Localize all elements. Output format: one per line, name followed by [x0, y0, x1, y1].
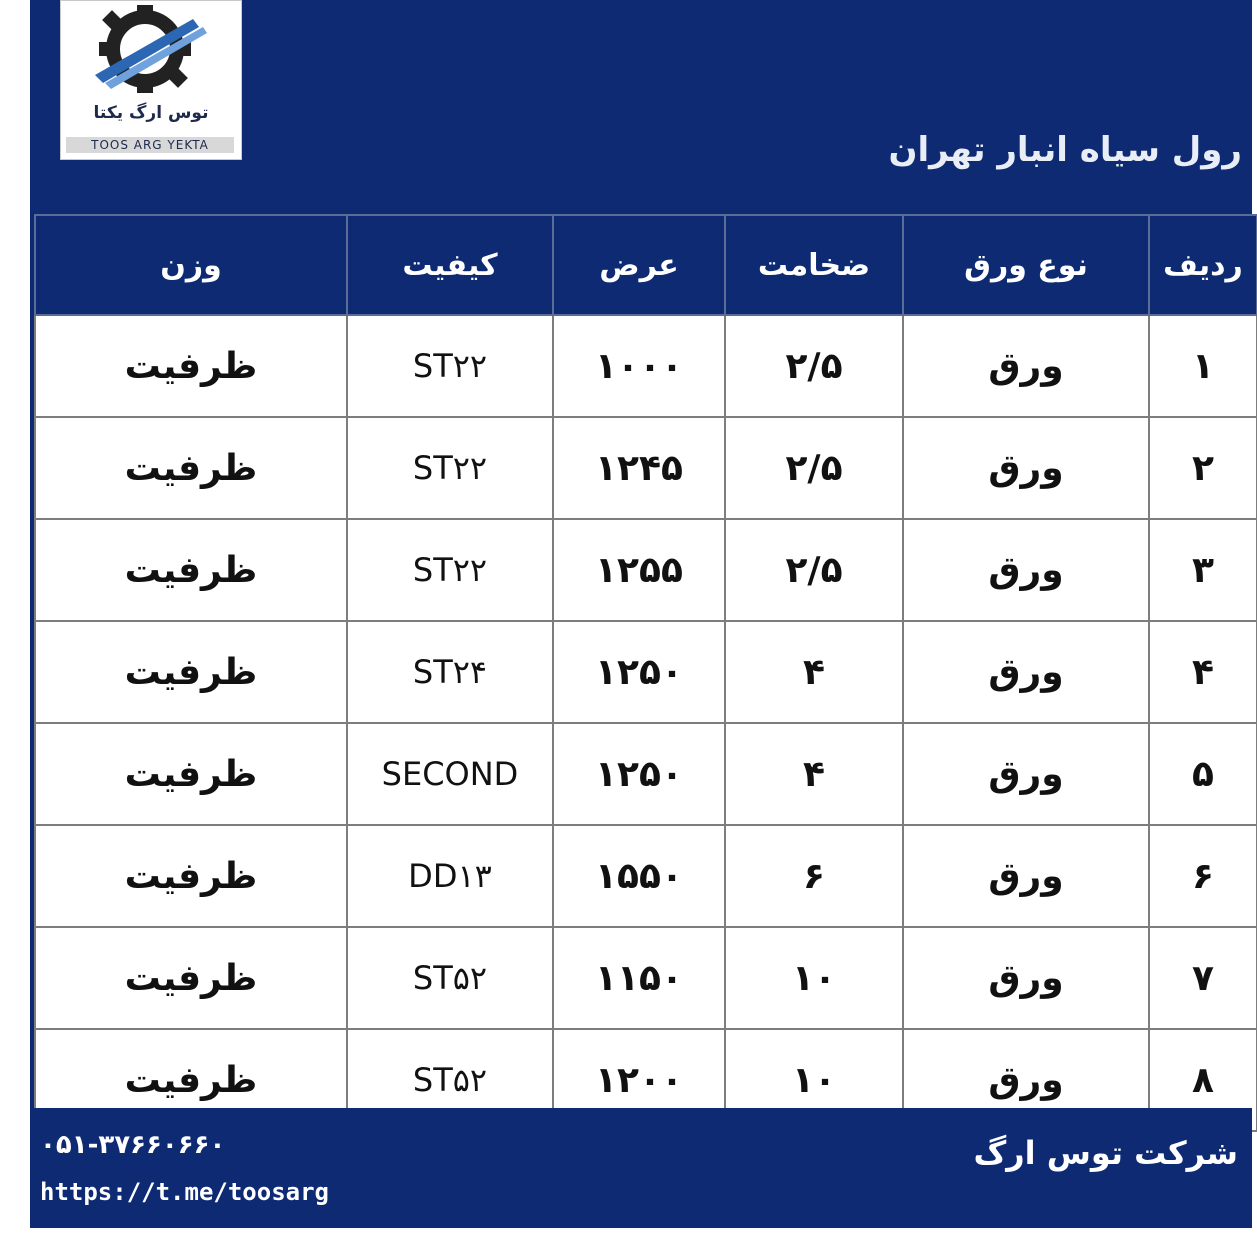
cell-index: ۶ [1149, 825, 1257, 927]
company-name: شرکت توس ارگ [973, 1134, 1238, 1172]
cell-thickness: ۲/۵ [725, 315, 903, 417]
cell-thickness: ۴ [725, 723, 903, 825]
cell-weight: ظرفیت [35, 927, 347, 1029]
telegram-link[interactable]: https://t.me/toosarg [40, 1178, 329, 1206]
gear-icon [75, 5, 225, 101]
cell-weight: ظرفیت [35, 315, 347, 417]
cell-weight: ظرفیت [35, 723, 347, 825]
column-header-type: نوع ورق [903, 215, 1149, 315]
cell-index: ۳ [1149, 519, 1257, 621]
column-header-thickness: ضخامت [725, 215, 903, 315]
cell-thickness: ۱۰ [725, 927, 903, 1029]
cell-type: ورق [903, 927, 1149, 1029]
price-sheet [30, 0, 1252, 1228]
cell-weight: ظرفیت [35, 621, 347, 723]
table-row [35, 825, 1257, 927]
cell-type: ورق [903, 825, 1149, 927]
table-row [35, 417, 1257, 519]
cell-thickness: ۱۰ [725, 1029, 903, 1131]
column-header-quality: کیفیت [347, 215, 553, 315]
cell-width: ۱۲۵۵ [553, 519, 725, 621]
cell-type: ورق [903, 1029, 1149, 1131]
cell-index: ۵ [1149, 723, 1257, 825]
cell-weight: ظرفیت [35, 1029, 347, 1131]
cell-weight: ظرفیت [35, 825, 347, 927]
cell-index: ۱ [1149, 315, 1257, 417]
cell-index: ۴ [1149, 621, 1257, 723]
cell-width: ۱۲۵۰ [553, 621, 725, 723]
cell-quality: DD۱۳ [347, 825, 553, 927]
cell-quality: ST۵۲ [347, 927, 553, 1029]
table-row [35, 723, 1257, 825]
cell-width: ۱۰۰۰ [553, 315, 725, 417]
cell-thickness: ۲/۵ [725, 417, 903, 519]
cell-quality: ST۲۲ [347, 315, 553, 417]
cell-weight: ظرفیت [35, 417, 347, 519]
header-banner [30, 0, 1252, 212]
cell-index: ۷ [1149, 927, 1257, 1029]
table-header-row [35, 215, 1257, 315]
phone-number: ۰۵۱-۳۷۶۶۰۶۶۰ [40, 1130, 226, 1160]
table-row [35, 621, 1257, 723]
column-header-width: عرض [553, 215, 725, 315]
cell-weight: ظرفیت [35, 519, 347, 621]
table-row [35, 315, 1257, 417]
cell-width: ۱۵۵۰ [553, 825, 725, 927]
table-row [35, 927, 1257, 1029]
cell-width: ۱۲۰۰ [553, 1029, 725, 1131]
cell-width: ۱۲۵۰ [553, 723, 725, 825]
page-title: رول سیاه انبار تهران [888, 130, 1242, 170]
footer-banner [30, 1108, 1252, 1228]
cell-type: ورق [903, 519, 1149, 621]
cell-type: ورق [903, 621, 1149, 723]
cell-thickness: ۲/۵ [725, 519, 903, 621]
cell-quality: ST۲۴ [347, 621, 553, 723]
company-logo [60, 0, 242, 160]
logo-text-fa: توس ارگ یکتا [93, 103, 209, 123]
cell-quality: ST۵۲ [347, 1029, 553, 1131]
column-header-weight: وزن [35, 215, 347, 315]
cell-quality: SECOND [347, 723, 553, 825]
cell-index: ۸ [1149, 1029, 1257, 1131]
logo-text-en: TOOS ARG YEKTA [66, 137, 234, 153]
table-row [35, 519, 1257, 621]
stock-table [34, 214, 1257, 1132]
cell-width: ۱۱۵۰ [553, 927, 725, 1029]
cell-type: ورق [903, 417, 1149, 519]
column-header-index: ردیف [1149, 215, 1257, 315]
cell-thickness: ۴ [725, 621, 903, 723]
cell-quality: ST۲۲ [347, 519, 553, 621]
cell-width: ۱۲۴۵ [553, 417, 725, 519]
cell-quality: ST۲۲ [347, 417, 553, 519]
cell-thickness: ۶ [725, 825, 903, 927]
cell-type: ورق [903, 315, 1149, 417]
cell-index: ۲ [1149, 417, 1257, 519]
cell-type: ورق [903, 723, 1149, 825]
